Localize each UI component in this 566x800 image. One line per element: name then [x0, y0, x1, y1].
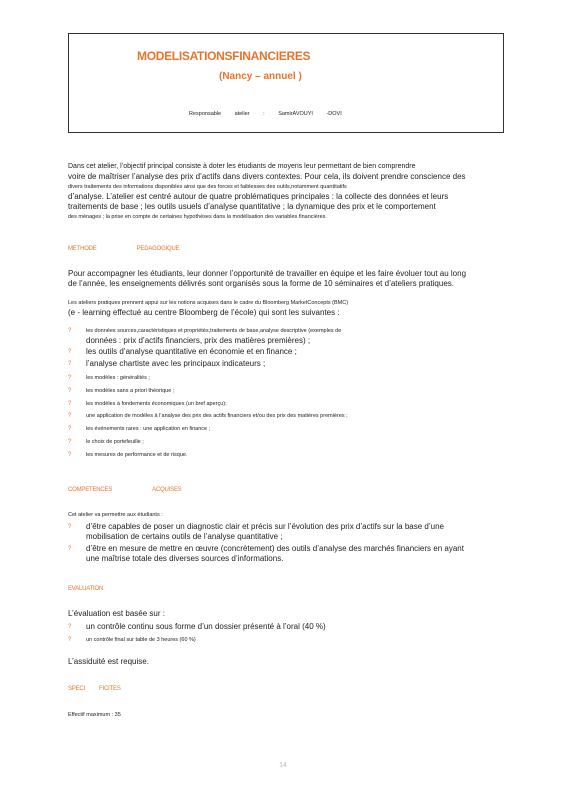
bullet-icon: ? [68, 401, 72, 407]
methode-line: (e - learning effectué au centre Bloomberg de l’école) qui sont les suivantes : [68, 308, 340, 317]
intro-line: divers traitements des informations disponibles ainsi que des forces et faiblesses des outils,notamment quantitatifs [68, 184, 347, 190]
methode-line: de l’année, les enseignements délivrés sont organisés sous la forme de 10 séminaires et d’ateliers pratiques. [68, 279, 454, 288]
bullet-icon: ? [68, 452, 72, 458]
title-box [68, 33, 504, 133]
intro-paragraph [68, 162, 504, 222]
list-item-text: les modèles sans a priori théorique ; [86, 388, 175, 394]
list-item-text: les modèles : généralités ; [86, 375, 150, 381]
list-item [68, 450, 504, 460]
list-item [68, 522, 504, 542]
list-item-text: les mesures de performance et de risque. [86, 452, 188, 458]
methode-paragraph-1 [68, 269, 504, 289]
list-item [68, 359, 504, 369]
evaluation-heading: EVALUATION [68, 586, 104, 592]
intro-line: Dans cet atelier, l’objectif principal consiste à doter les étudiants de moyens leur permettant de bien comprendre [68, 163, 416, 170]
heading-word: PEDAGOGIQUE [136, 246, 180, 252]
heading-word: SPECI [68, 686, 86, 692]
responsable-line: Responsable atelier : SamirAVOUYI -DOVI [189, 111, 342, 117]
list-item-text: une application de modèles à l’analyse des prix des actifs financiers et/ou des prix des matières premières ; [86, 413, 348, 419]
list-item-text: un contrôle continu sous forme d’un dossier présenté à l’oral (40 %) [86, 622, 326, 631]
list-item-text: données : prix d’actifs financiers, prix des matières premières) ; [86, 336, 311, 345]
intro-line: des ménages ; la prise en compte de certaines hypothèses dans la modélisation des variables financières. [68, 214, 327, 220]
bullet-icon: ? [68, 328, 72, 334]
list-item [68, 544, 504, 564]
bullet-icon: ? [68, 361, 72, 367]
bullet-icon: ? [68, 349, 72, 355]
evaluation-list [68, 622, 504, 645]
bullet-icon: ? [68, 624, 72, 630]
bullet-icon: ? [68, 546, 72, 552]
bullet-icon: ? [68, 375, 72, 381]
heading-word: ACQUISES [152, 487, 182, 493]
intro-line: voire de maîtriser l’analyse des prix d’actifs dans divers contextes. Pour cela, ils doivent prendre conscience des [68, 172, 466, 181]
competences-intro: Cet atelier va permettre aux étudiants : [68, 512, 163, 518]
document-subtitle: (Nancy – annuel ) [219, 71, 302, 82]
list-item [68, 635, 504, 645]
list-item-text: l’analyse chartiste avec les principaux indicateurs ; [86, 359, 266, 368]
list-item [68, 424, 504, 434]
list-item-text: les modèles à fondements économiques (un bref aperçu); [86, 401, 227, 407]
bullet-icon: ? [68, 413, 72, 419]
methode-line: Pour accompagner les étudiants, leur donner l’opportunité de travailler en équipe et les faire évoluer tout au long [68, 269, 467, 278]
list-item [68, 386, 504, 396]
bullet-icon: ? [68, 637, 72, 643]
heading-word: FICITES [99, 686, 121, 692]
list-item-text: d’être capables de poser un diagnostic clair et précis sur l’évolution des prix d’actifs sur la base d’une [86, 522, 444, 531]
list-item-text: les outils d’analyse quantitative en économie et en finance ; [86, 347, 297, 356]
list-item [68, 411, 504, 421]
heading-word: COMPETENCES [68, 487, 113, 493]
bullet-icon: ? [68, 439, 72, 445]
specificites-heading [68, 686, 121, 692]
bullet-icon: ? [68, 524, 72, 530]
bullet-icon: ? [68, 426, 72, 432]
heading-word: METHODE [68, 246, 97, 252]
list-item [68, 327, 504, 345]
methode-list [68, 327, 504, 460]
page-number: 14 [279, 762, 287, 769]
document-title: MODELISATIONSFINANCIERES [137, 49, 311, 63]
intro-line: traitements de base ; les outils usuels d’analyse quantitative ; la dynamique des prix et le comportement [68, 202, 436, 211]
list-item-text: mobilisation de certains outils de l’analyse quantitative ; [86, 532, 283, 541]
list-item-text: les données sources,caractéristiques et propriétés,traitements de base,analyse descriptive (exemples de [86, 328, 342, 334]
list-item [68, 347, 504, 357]
methode-heading [68, 246, 179, 252]
evaluation-intro: L’évaluation est basée sur : [68, 609, 165, 618]
competences-heading [68, 487, 182, 493]
list-item-text: d’être en mesure de mettre en œuvre (concrètement) des outils d’analyse des marchés financiers en ayant [86, 544, 464, 553]
list-item-text: un contrôle final sur table de 3 heures (60 %) [86, 637, 196, 643]
list-item [68, 622, 504, 632]
intro-line: d’analyse. L’atelier est centré autour de quatre problématiques principales : la collecte des données et leurs [68, 192, 449, 201]
list-item-text: une maîtrise totale des diverses sources d’informations. [86, 554, 284, 563]
list-item [68, 373, 504, 383]
assiduite-text: L’assiduité est requise. [68, 657, 149, 666]
list-item [68, 437, 504, 447]
bullet-icon: ? [68, 388, 72, 394]
list-item-text: le choix de portefeuille ; [86, 439, 144, 445]
methode-line: Les ateliers pratiques prennent appui sur les notions acquises dans le cadre du Bloomberg MarketConcepts (BMC) [68, 300, 349, 306]
competences-list [68, 522, 504, 564]
effectif-text: Effectif maximum : 35 [68, 712, 121, 718]
list-item-text: les événements rares : une application en finance ; [86, 426, 211, 432]
list-item [68, 399, 504, 409]
methode-paragraph-2 [68, 298, 504, 318]
